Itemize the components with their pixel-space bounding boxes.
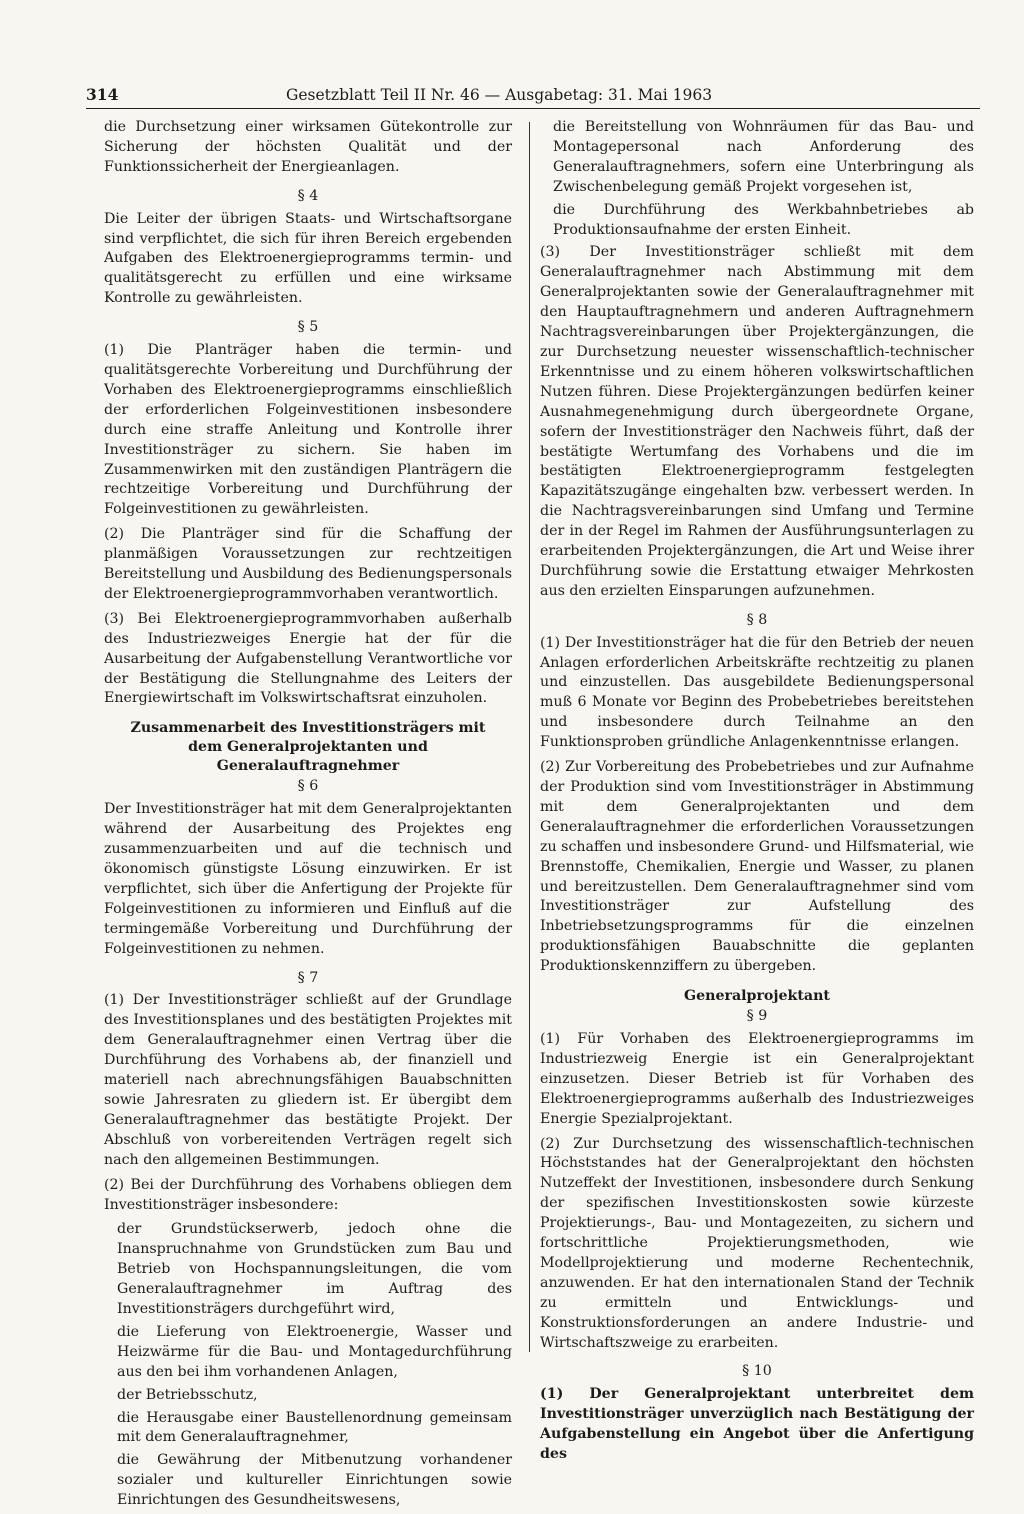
list-item: die Herausgabe einer Baustellenordnung gemeinsam mit dem Generalauftragnehmer, <box>117 1409 512 1446</box>
left-column <box>104 118 512 1514</box>
section-7-paragraph-1: (1) Der Investitionsträger schließt auf der Grundlage des Investitionsplanes und des bestätigten Projektes mit dem Generalauftragnehmer einen Vertrag über die Durchführung des Vorhabens ab, der finanziell und materiell nach abrechnungsfähigen Bauabschnitten sowie Jahresraten zu gliedern ist. Er übergibt dem Generalauftragnehmer das bestätigte Projekt. Der Abschluß von vorbereitenden Verträgen regelt sich nach den allgemeinen Bestimmungen. <box>104 992 512 1168</box>
section-7-heading: § 7 <box>297 969 319 986</box>
list-item: der Betriebsschutz, <box>117 1386 258 1403</box>
section-9-heading: § 9 <box>746 1008 768 1025</box>
section-9-paragraph-1: (1) Für Vorhaben des Elektroenergieprogramms im Industriezweig Energie ist ein Generalprojektant einzusetzen. Dieser Betrieb ist für Vorhaben des Elektroenergieprogramms außerhalb des Industriezweiges Energie Spezialprojektant. <box>540 1030 974 1127</box>
heading-cooperation-line-1: Zusammenarbeit des Investitionsträgers mit <box>130 720 486 737</box>
section-7-paragraph-2: (2) Bei der Durchführung des Vorhabens obliegen dem Investitionsträger insbesondere: <box>104 1176 512 1213</box>
header-rule <box>86 108 980 109</box>
intro-paragraph: die Durchsetzung einer wirksamen Gütekontrolle zur Sicherung der höchsten Qualität und der Funktionssicherheit der Energieanlagen. <box>104 119 512 175</box>
page-number: 314 <box>86 85 119 104</box>
right-column <box>540 118 974 1470</box>
section-10-heading: § 10 <box>742 1363 772 1380</box>
column-divider <box>529 122 530 1352</box>
list-item: die Durchführung des Werkbahnbetriebes ab Produktionsaufnahme der ersten Einheit. <box>553 201 974 238</box>
header-title: Gesetzblatt Teil II Nr. 46 — Ausgabetag: 31. Mai 1963 <box>286 86 713 104</box>
section-8-paragraph-1: (1) Der Investitionsträger hat die für den Betrieb der neuen Anlagen erforderlichen Arbeitskräfte rechtzeitig zu planen und einzustellen. Das ausgebildete Bedienungspersonal muß 6 Monate vor Beginn des Probebetriebes bereitstehen und insbesondere durch Teilnahme an den Funktionsproben gründliche Anlagenkenntnisse erlangen. <box>540 634 974 751</box>
heading-generalprojektant: Generalprojektant <box>683 988 830 1005</box>
section-8-heading: § 8 <box>746 611 768 628</box>
list-item: der Grundstückserwerb, jedoch ohne die Inanspruchnahme von Grundstücken zum Bau und Betrieb von Hochspannungsleitungen, die vom Generalauftragnehmer im Auftrag des Investitionsträgers durchgeführt wird, <box>117 1221 512 1318</box>
list-item: die Bereitstellung von Wohnräumen für das Bau- und Montagepersonal nach Anforderung des Generalauftragnehmers, sofern eine Unterbringung als Zwischenbelegung gemäß Projekt vorgesehen ist, <box>553 119 974 195</box>
section-5-paragraph-3: (3) Bei Elektroenergieprogrammvorhaben außerhalb des Industriezweiges Energie hat der für die Ausarbeitung der Aufgabenstellung Verantwortliche vor der Bestätigung die Stellungnahme des Leiters der Energiewirtschaft im Volkswirtschaftsrat einzuholen. <box>104 610 512 707</box>
section-6-text: Der Investitionsträger hat mit dem Generalprojektanten während der Ausarbeitung des Projektes eng zusammenzuarbeiten und auf die technisch und ökonomisch günstigste Lösung einzuwirken. Er ist verpflichtet, sich über die Anfertigung der Projekte für Folgeinvestitionen zu informieren und Einfluß auf die termingemäße Vorbereitung und Durchführung der Folgeinvestitionen zu nehmen. <box>104 801 512 957</box>
section-5-paragraph-1: (1) Die Planträger haben die termin- und qualitätsgerechte Vorbereitung und Durchführung der Vorhaben des Elektroenergieprogramms einschließlich der erforderlichen Folgeinvestitionen insbesondere durch eine straffe Anleitung und Kontrolle ihrer Investitionsträger zu sichern. Sie haben im Zusammenwirken mit den zuständigen Planträgern die rechtzeitige Vorbereitung und Durchführung der Folgeinvestitionen zu gewährleisten. <box>104 342 512 518</box>
section-5-heading: § 5 <box>297 319 319 336</box>
section-5-paragraph-2: (2) Die Planträger sind für die Schaffung der planmäßigen Voraussetzungen zur rechtzeitigen Bereitstellung und Ausbildung des Bedienungspersonals der Elektroenergieprogrammvorhaben verantwortlich. <box>104 526 512 602</box>
section-10-paragraph-1: (1) Der Generalprojektant unterbreitet dem Investitionsträger unverzüglich nach Bestätigung der Aufgabenstellung ein Angebot über die Anfertigung des <box>540 1386 974 1463</box>
section-8-paragraph-2: (2) Zur Vorbereitung des Probebetriebes und zur Aufnahme der Produktion sind vom Investitionsträger in Abstimmung mit dem Generalprojektanten und dem Generalauftragnehmer die erforderlichen Voraussetzungen zu schaffen und insbesondere Grund- und Hilfsmaterial, wie Brennstoffe, Chemikalien, Energie und Wasser, zu planen und bereitzustellen. Dem Generalauftragnehmer sind vom Investitionsträger zur Aufstellung des Inbetriebsetzungsprogramms für die einzelnen produktionsfähigen Bauabschnitte die geplanten Produktionskennziffern zu übergeben. <box>540 759 974 975</box>
page-header <box>86 82 980 108</box>
section-4-heading: § 4 <box>297 187 319 204</box>
list-item: die Gewährung der Mitbenutzung vorhandener sozialer und kultureller Einrichtungen sowie Einrichtungen des Gesundheitswesens, <box>117 1452 512 1509</box>
section-4-text: Die Leiter der übrigen Staats- und Wirtschaftsorgane sind verpflichtet, die sich für ihren Bereich ergebenden Aufgaben des Elektroenergieprogramms termin- und qualitätsgerecht zu erfüllen und eine wirksame Kontrolle zu gewährleisten. <box>104 210 512 307</box>
section-7-paragraph-3: (3) Der Investitionsträger schließt mit dem Generalauftragnehmer nach Abstimmung mit dem Generalprojektanten sowie der Generalauftragnehmer mit den Hauptauftragnehmern und anderen Auftragnehmern Nachtragsvereinbarungen über Projektergänzungen, die zur Durchsetzung neuester wissenschaftlich-technischer Erkenntnisse und zu einem höheren volkswirtschaftlichen Nutzen führen. Diese Projektergänzungen bedürfen keiner Ausnahmegenehmigung durch übergeordnete Organe, sofern der Investitionsträger den Nachweis führt, daß der bestätigte Wertumfang des Vorhabens und die im bestätigten Elektroenergieprogramm festgelegten Kapazitätszugänge eingehalten bzw. verbessert werden. In die Nachtragsvereinbarungen sind Umfang und Termine der in der Regel im Rahmen der Ausführungsunterlagen zu erarbeitenden Projektergänzungen, die Art und Weise ihrer Durchführung sowie die Erstattung etwaiger Mehrkosten aus den erzielten Einsparungen aufzunehmen. <box>540 244 974 599</box>
section-9-paragraph-2: (2) Zur Durchsetzung des wissenschaftlich-technischen Höchststandes hat der Generalprojektant den höchsten Nutzeffekt der Investitionen, insbesondere durch Senkung der spezifischen Investitionskosten sowie kürzeste Projektierungs-, Bau- und Montagezeiten, zu sichern und fortschrittliche Projektierungsmethoden, wie Modellprojektierung und moderne Rechentechnik, anzuwenden. Er hat den internationalen Stand der Technik zu ermitteln und Entwicklungs- und Konstruktionsforderungen an andere Industrie- und Wirtschaftszweige zu erarbeiten. <box>540 1135 974 1351</box>
heading-cooperation-line-2: dem Generalprojektanten und Generalauftragnehmer <box>188 739 428 775</box>
list-item: die Lieferung von Elektroenergie, Wasser und Heizwärme für die Bau- und Montagedurchführung aus den bei ihm vorhandenen Anlagen, <box>117 1323 512 1380</box>
section-6-heading: § 6 <box>297 778 319 795</box>
